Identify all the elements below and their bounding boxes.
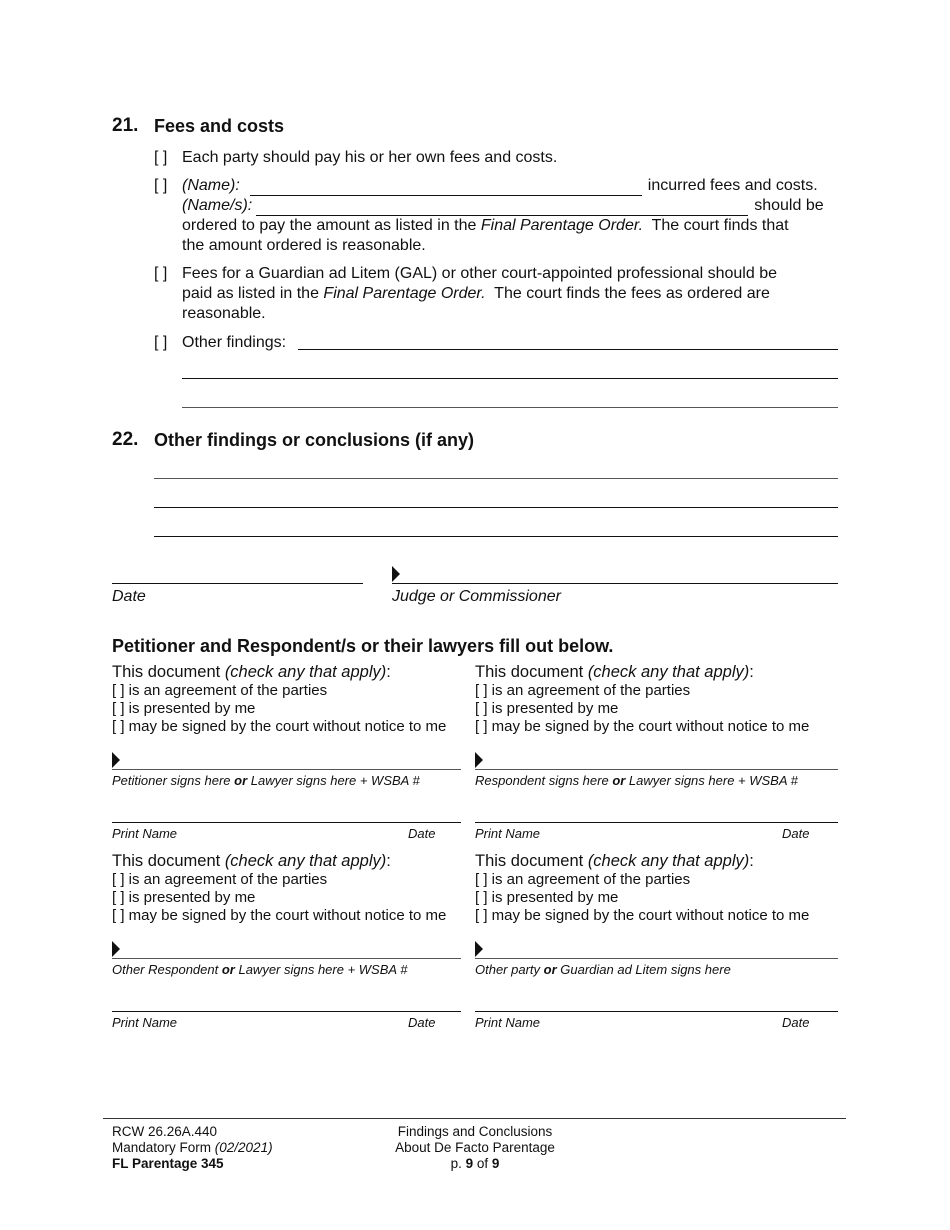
- fees-option-3-checkbox[interactable]: [ ]: [154, 265, 168, 282]
- doc-check-label: [112, 851, 461, 871]
- doc-colon: :: [749, 852, 754, 870]
- sig-caption-b: Lawyer signs here + WSBA #: [247, 773, 420, 788]
- sign-here-arrow-icon: [392, 566, 400, 582]
- other-findings-field-2[interactable]: [182, 378, 838, 379]
- print-name-label: Print Name: [112, 826, 178, 841]
- footer-page: [370, 1156, 580, 1172]
- fees-option-2-text: [182, 176, 837, 256]
- doc-label: This document: [112, 663, 225, 681]
- doc-italic: (check any that apply): [587, 852, 750, 870]
- name-field[interactable]: [250, 179, 642, 196]
- section-22-number: 22.: [112, 429, 139, 450]
- sign-here-arrow-icon: [112, 941, 120, 957]
- section-21-title: Fees and costs: [154, 116, 285, 136]
- doc-check-label: [475, 851, 838, 871]
- parties-heading: Petitioner and Respondent/s or their lawyers fill out below.: [112, 636, 614, 656]
- sig-caption-a: Petitioner signs here: [112, 773, 235, 788]
- page-number: 9: [465, 1156, 474, 1171]
- other-findings-field-3[interactable]: [182, 407, 838, 408]
- fees-option-2-checkbox[interactable]: [ ]: [154, 177, 168, 194]
- gal-line-1: Fees for a Guardian ad Litem (GAL) or other court-appointed professional should be: [182, 265, 777, 282]
- doc-italic: (check any that apply): [587, 663, 750, 681]
- reasonable-text: the amount ordered is reasonable.: [182, 237, 426, 254]
- names-label: (Name/s):: [182, 197, 253, 214]
- judge-signature-field[interactable]: [392, 583, 838, 584]
- date-label: Date: [408, 826, 436, 841]
- other-conclusions-field-3[interactable]: [154, 536, 838, 537]
- ordered-text-b: The court finds that: [643, 217, 789, 234]
- date-label: Date: [408, 1015, 436, 1030]
- sign-here-arrow-icon: [475, 752, 483, 768]
- gal-line-2-italic: Final Parentage Order.: [323, 285, 486, 302]
- footer-title-2: About De Facto Parentage: [395, 1140, 555, 1155]
- doc-colon: :: [386, 852, 391, 870]
- doc-label: This document: [475, 663, 588, 681]
- signature-caption: [112, 773, 420, 788]
- footer-center: [370, 1124, 580, 1172]
- gal-line-2b: The court finds the fees as ordered are: [485, 285, 770, 302]
- doc-check-label: [475, 662, 838, 682]
- without-notice-checkbox[interactable]: [ ] may be signed by the court without notice to me: [112, 718, 447, 735]
- doc-label: This document: [475, 852, 588, 870]
- names-field[interactable]: [256, 199, 748, 216]
- agreement-checkbox[interactable]: [ ] is an agreement of the parties: [475, 871, 691, 888]
- sig-caption-or: or: [221, 962, 235, 977]
- footer-form-id: FL Parentage 345: [112, 1156, 224, 1171]
- other-conclusions-field-1[interactable]: [154, 478, 838, 479]
- footer-divider: [103, 1118, 846, 1119]
- signature-field[interactable]: [112, 769, 461, 770]
- signature-field[interactable]: [112, 958, 461, 959]
- sign-here-arrow-icon: [112, 752, 120, 768]
- presented-checkbox[interactable]: [ ] is presented by me: [112, 889, 256, 906]
- other-party-signature-block: [475, 851, 838, 1031]
- signature-caption: [475, 962, 731, 977]
- footer-mandatory-date: (02/2021): [214, 1140, 273, 1155]
- doc-check-label: [112, 662, 461, 682]
- presented-checkbox[interactable]: [ ] is presented by me: [475, 889, 619, 906]
- sig-caption-a: Other Respondent: [112, 962, 222, 977]
- date-label: Date: [782, 1015, 810, 1030]
- agreement-checkbox[interactable]: [ ] is an agreement of the parties: [475, 682, 691, 699]
- signature-field[interactable]: [475, 958, 838, 959]
- fees-option-1-checkbox[interactable]: [ ]: [154, 149, 168, 166]
- sig-caption-a: Other party: [475, 962, 544, 977]
- agreement-checkbox[interactable]: [ ] is an agreement of the parties: [112, 871, 328, 888]
- other-findings-label: Other findings:: [182, 334, 287, 351]
- sig-caption-or: or: [612, 773, 626, 788]
- signature-caption: [112, 962, 407, 977]
- footer-rcw: RCW 26.26A.440: [112, 1124, 218, 1139]
- petitioner-signature-block: [112, 662, 461, 842]
- presented-checkbox[interactable]: [ ] is presented by me: [475, 700, 619, 717]
- print-name-field[interactable]: [112, 1011, 461, 1012]
- gal-line-3: reasonable.: [182, 305, 266, 322]
- sig-caption-b: Lawyer signs here + WSBA #: [234, 962, 408, 977]
- other-conclusions-field-2[interactable]: [154, 507, 838, 508]
- presented-checkbox[interactable]: [ ] is presented by me: [112, 700, 256, 717]
- footer-left: [112, 1124, 273, 1172]
- date-label: Date: [112, 588, 146, 605]
- respondent-signature-block: [475, 662, 838, 842]
- judge-label: Judge or Commissioner: [392, 588, 561, 605]
- print-name-field[interactable]: [475, 822, 838, 823]
- print-name-label: Print Name: [112, 1015, 178, 1030]
- name-label: (Name):: [182, 177, 240, 194]
- agreement-checkbox[interactable]: [ ] is an agreement of the parties: [112, 682, 328, 699]
- gal-line-2a: paid as listed in the: [182, 285, 324, 302]
- doc-colon: :: [386, 663, 391, 681]
- other-respondent-signature-block: [112, 851, 461, 1031]
- date-field[interactable]: [112, 583, 363, 584]
- fees-option-3-text: [182, 264, 842, 324]
- doc-italic: (check any that apply): [224, 852, 387, 870]
- section-21-number: 21.: [112, 115, 139, 136]
- sig-caption-b: Guardian ad Litem signs here: [556, 962, 731, 977]
- without-notice-checkbox[interactable]: [ ] may be signed by the court without notice to me: [475, 718, 810, 735]
- incurred-text: incurred fees and costs.: [647, 177, 818, 194]
- ordered-text-italic: Final Parentage Order.: [480, 217, 644, 234]
- date-label: Date: [782, 826, 810, 841]
- sig-caption-or: or: [543, 962, 557, 977]
- sig-caption-b: Lawyer signs here + WSBA #: [625, 773, 798, 788]
- print-name-label: Print Name: [475, 1015, 541, 1030]
- page-prefix: p.: [450, 1156, 466, 1171]
- fees-option-4-checkbox[interactable]: [ ]: [154, 334, 168, 351]
- sig-caption-a: Respondent signs here: [475, 773, 613, 788]
- other-findings-field-1[interactable]: [298, 349, 838, 350]
- print-name-label: Print Name: [475, 826, 541, 841]
- page-total: 9: [491, 1156, 500, 1171]
- doc-italic: (check any that apply): [224, 663, 387, 681]
- page-of: of: [473, 1156, 492, 1171]
- ordered-text-a: ordered to pay the amount as listed in the: [182, 217, 481, 234]
- sig-caption-or: or: [234, 773, 248, 788]
- footer-title-1: Findings and Conclusions: [397, 1124, 553, 1139]
- doc-colon: :: [749, 663, 754, 681]
- signature-caption: [475, 773, 798, 788]
- without-notice-checkbox[interactable]: [ ] may be signed by the court without notice to me: [112, 907, 447, 924]
- print-name-field[interactable]: [475, 1011, 838, 1012]
- doc-label: This document: [112, 852, 225, 870]
- should-be-text: should be: [754, 197, 824, 214]
- print-name-field[interactable]: [112, 822, 461, 823]
- fees-option-1-text: Each party should pay his or her own fees and costs.: [182, 149, 558, 166]
- footer-mandatory: Mandatory Form: [112, 1140, 215, 1155]
- signature-field[interactable]: [475, 769, 838, 770]
- sign-here-arrow-icon: [475, 941, 483, 957]
- section-22-title: Other findings or conclusions (if any): [154, 430, 475, 450]
- without-notice-checkbox[interactable]: [ ] may be signed by the court without notice to me: [475, 907, 810, 924]
